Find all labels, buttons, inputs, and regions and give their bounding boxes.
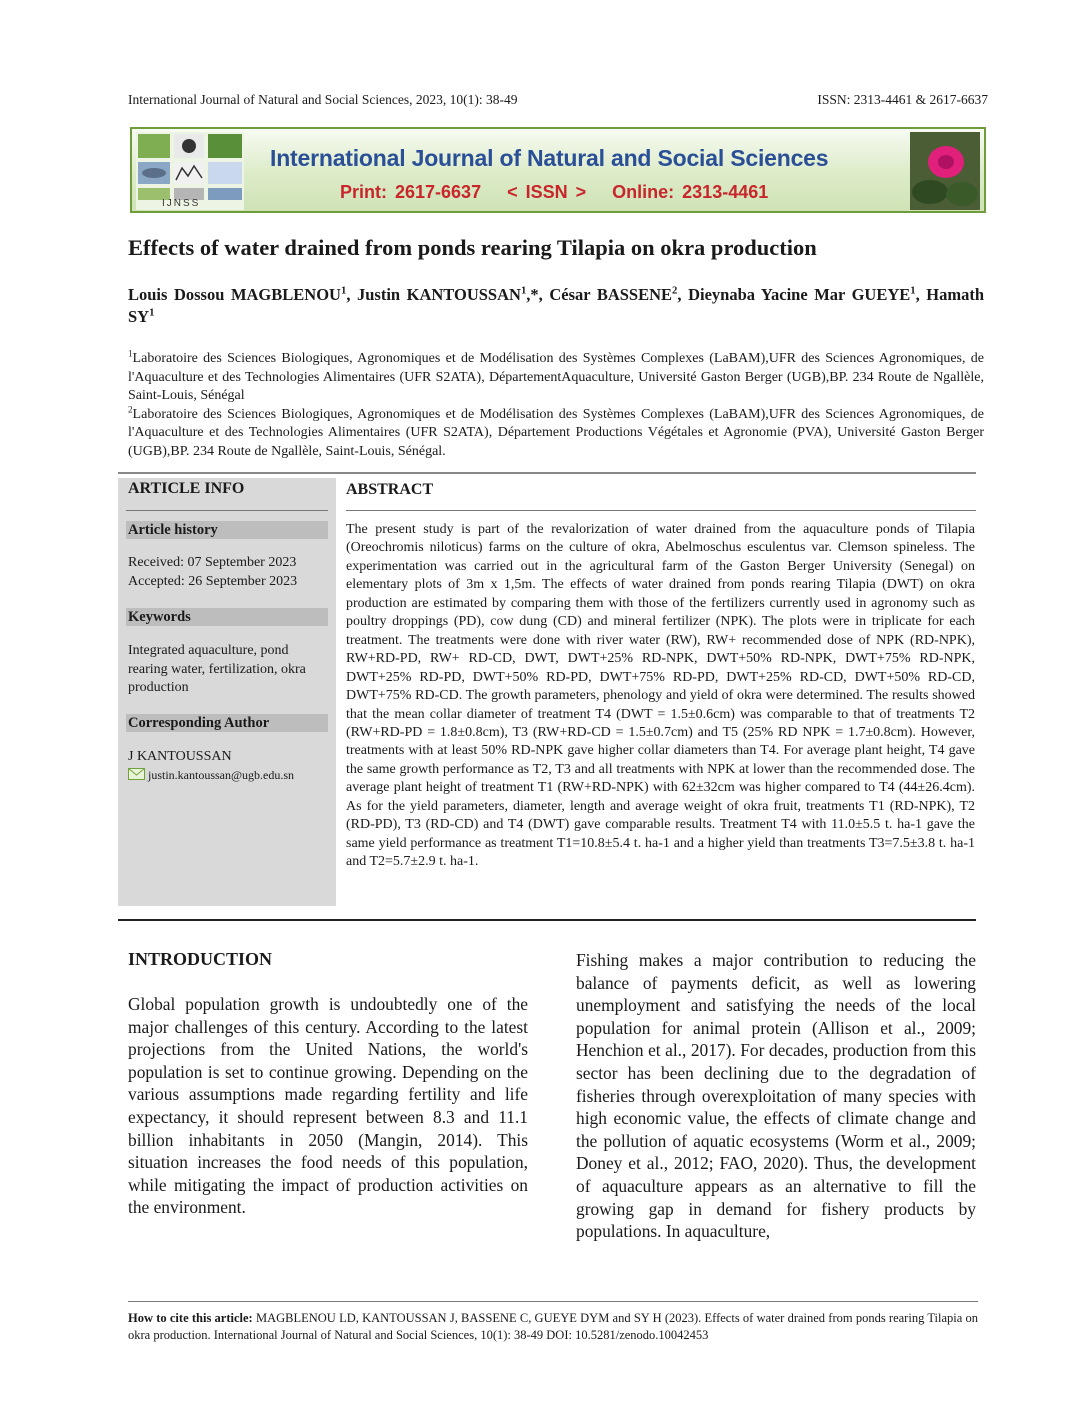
introduction-column-1: Global population growth is undoubtedly one of the major challenges of this century. According to the latest projections from the United Nations, the world's population is set to continue growing. Depending on the various assumptions made regarding fertility and life expectancy, it should represent between 8.3 and 11.1 billion inhabitants in 2050 (Mangin, 2014). This situation increases the food needs of this population, while mitigating the impact of production activities on the environment. [128, 994, 528, 1218]
banner-issn-label: < ISSN > [507, 182, 587, 202]
affiliation-num: 2 [128, 403, 133, 414]
affiliations [128, 350, 984, 461]
affiliation-num: 1 [128, 348, 133, 359]
corresponding-email[interactable]: justin.kantoussan@ugb.edu.sn [148, 768, 295, 782]
corresponding-author-name: J KANTOUSSAN [128, 749, 232, 764]
accepted-date: Accepted: 26 September 2023 [128, 574, 298, 589]
received-date: Received: 07 September 2023 [128, 555, 297, 570]
running-header-right: ISSN: 2313-4461 & 2617-6637 [817, 92, 988, 107]
author-name: Hamath SY [128, 285, 985, 326]
abstract-part-1: The present study is part of the revalorization of water drained from the aquaculture ponds of Tilapia (Oreochromis niloticus) farms on the culture of okra, Abelmoschus esculentus var. Clemson spineless. The experimentation was carried out in the agricultural farm of the Gaston Berger University (Senegal) on elementary plots of 3m x 1,5m. The effects of water drained from ponds rearing Tilapia (DWT) on okra production are estimated by comparing them with those of the fertilizers currently used in agronomy such as poultry droppings (PD), cow dung (CD) and mineral fertilizer (NPK). The plots were in triplicate for each treatment. The treatments were done with river water (RW), RW+ recommended dose of NPK (RD-NPK), RW+RD-PD, RW+ RD-CD, DWT, DWT+25% RD-NPK, DWT+50% RD-NPK, DWT+75% RD-NPK, DWT+25% RD-PD, DWT+50% RD-PD, DWT+75% RD-PD, DWT+25% RD-CD, DWT+50% RD-CD, DWT+75% RD-CD. The growth parameters, phenology and yield of okra were determined. The results showed that the mean collar diameter of treatment [346, 522, 975, 722]
article-history-label: Article history [126, 521, 328, 539]
article-title: Effects of water drained from ponds rearing Tilapia on okra production [128, 235, 817, 260]
author-name: Dieynaba Yacine Mar GUEYE [688, 285, 911, 304]
author-affil-num: 1 [910, 284, 916, 297]
envelope-icon [128, 768, 145, 780]
author-affil-num: 1 [520, 284, 527, 297]
banner-journal-name: International Journal of Natural and Social Sciences [270, 145, 829, 171]
abstract-heading: ABSTRACT [346, 481, 434, 498]
author-name: Justin KANTOUSSAN [356, 285, 521, 304]
affiliation-2 [128, 403, 984, 462]
author-affil-num: 2 [672, 284, 678, 297]
introduction-column-2: Fishing makes a major contribution to reducing the balance of payments deficit, as well as lowering unemployment and satisfying the needs of the local population for animal protein (Allison et al., 2009; Henchion et al., 2017). For decades, production from this sector has been declining due to the degradation of fisheries through overexploitation of many species with high economic value, the effects of climate change and the pollution of aquatic ecosystems (Worm et al., 2009; Doney et al., 2012; FAO, 2020). Thus, the development of aquaculture appears as an alternative to fill the growing gap in demand for fishery products by populations. In aquaculture, [576, 950, 976, 1242]
article-info-panel [118, 478, 336, 906]
abstract-text [346, 521, 975, 872]
how-to-cite [128, 1310, 978, 1343]
running-header-left: International Journal of Natural and Social Sciences, 2023, 10(1): 38-49 [128, 92, 518, 107]
abstract-divider [346, 510, 976, 511]
citation-divider [128, 1301, 978, 1302]
keywords-text: Integrated aquaculture, pond rearing water, fertilization, okra production [128, 643, 306, 695]
author-affil-num: 1 [340, 284, 347, 297]
abstract-bottom-divider [118, 919, 976, 921]
banner-issn-line [340, 182, 786, 203]
banner-print-issn: Print: 2617-6637 [340, 182, 482, 202]
corresponding-email-row [128, 766, 328, 785]
author-name: Louis Dossou MAGBLENOU [128, 285, 341, 304]
corresponding-author-label: Corresponding Author [126, 714, 328, 732]
abstract-part-2: T4 (DWT = 1.5±0.6cm) was comparable to that of treatments T2 (RW+RD-PD = 1.8±0.8cm), T3 (RW+RD-CD = 1.5±0.7cm) and T5 (25% RD NPK = 1.7±0.8cm). However, treatments with at least 50% RD-NPK gave higher collar diameters than T4. For average plant height, T4 gave the same growth performance as T2, T3 and all treatments with NPK at lower than the recommended dose. The average plant height of treatment T1 (RW+RD-NPK) with 62±32cm was higher compared to T4 (44±26.4cm). As for the yield parameters, diameter, length and average weight of okra fruit, treatments T1 (RD-NPK), T2 (RD-PD), T3 (RD-CD) and T4 (DWT) gave comparable results. Treatment T4 with 11.0±5.5 t. ha-1 gave the same yield performance as treatment T1=10.8±5.4 t. ha-1 and a higher yield than treatments T3=7.5±3.8 t. ha-1 and T2=5.7±2.9 t. ha-1. [346, 706, 976, 870]
article-info-heading: ARTICLE INFO [128, 480, 245, 497]
affiliation-text: Laboratoire des Sciences Biologiques, Agronomiques et de Modélisation des Systèmes Complexes (LaBAM),UFR des Sciences Agronomiques, de l'Aquaculture et des Technologies Alimentaires (UFR S2ATA), DépartementAquaculture, Université Gaston Berger (UGB),BP. 234 Route de Ngallèle, Saint-Louis, Sénégal [128, 351, 984, 403]
introduction-heading: INTRODUCTION [128, 949, 273, 969]
corresponding-mark: ,* [526, 285, 539, 304]
banner-flower-image [910, 132, 980, 210]
banner-abbreviation: IJNSS [162, 198, 201, 209]
info-divider [126, 510, 328, 511]
citation-label: How to cite this article: [128, 1311, 253, 1325]
keywords-label: Keywords [126, 608, 328, 626]
header-divider [118, 472, 976, 474]
affiliation-1 [128, 350, 984, 406]
banner-online-issn: Online: 2313-4461 [612, 182, 769, 202]
affiliation-text: Laboratoire des Sciences Biologiques, Agronomiques et de Modélisation des Systèmes Complexes (LaBAM),UFR des Sciences Agronomiques, de l'Aquaculture et des Technologies Alimentaires (UFR S2ATA), Département Productions Végétales et Agronomie (PVA), Université Gaston Berger (UGB),BP. 234 Route de Ngallèle, Saint-Louis, Sénégal. [128, 406, 984, 459]
author-affil-num: 1 [149, 306, 155, 319]
citation-text: MAGBLENOU LD, KANTOUSSAN J, BASSENE C, GUEYE DYM and SY H (2023). Effects of water drained from ponds rearing Tilapia on okra production. International Journal of Natural and Social Sciences, 10(1): 38-49 DOI: 10.5281/zenodo.10042453 [128, 1311, 979, 1342]
author-list: Louis Dossou MAGBLENOU$^1$, Justin KANTOUSSAN$^1$,*, César BASSENE$^2$, Dieynaba Yacine Mar GUEYE$^1$, Hamath $SY^1$ [128, 284, 985, 326]
journal-banner [130, 127, 986, 213]
author-name: César BASSENE [549, 285, 673, 304]
